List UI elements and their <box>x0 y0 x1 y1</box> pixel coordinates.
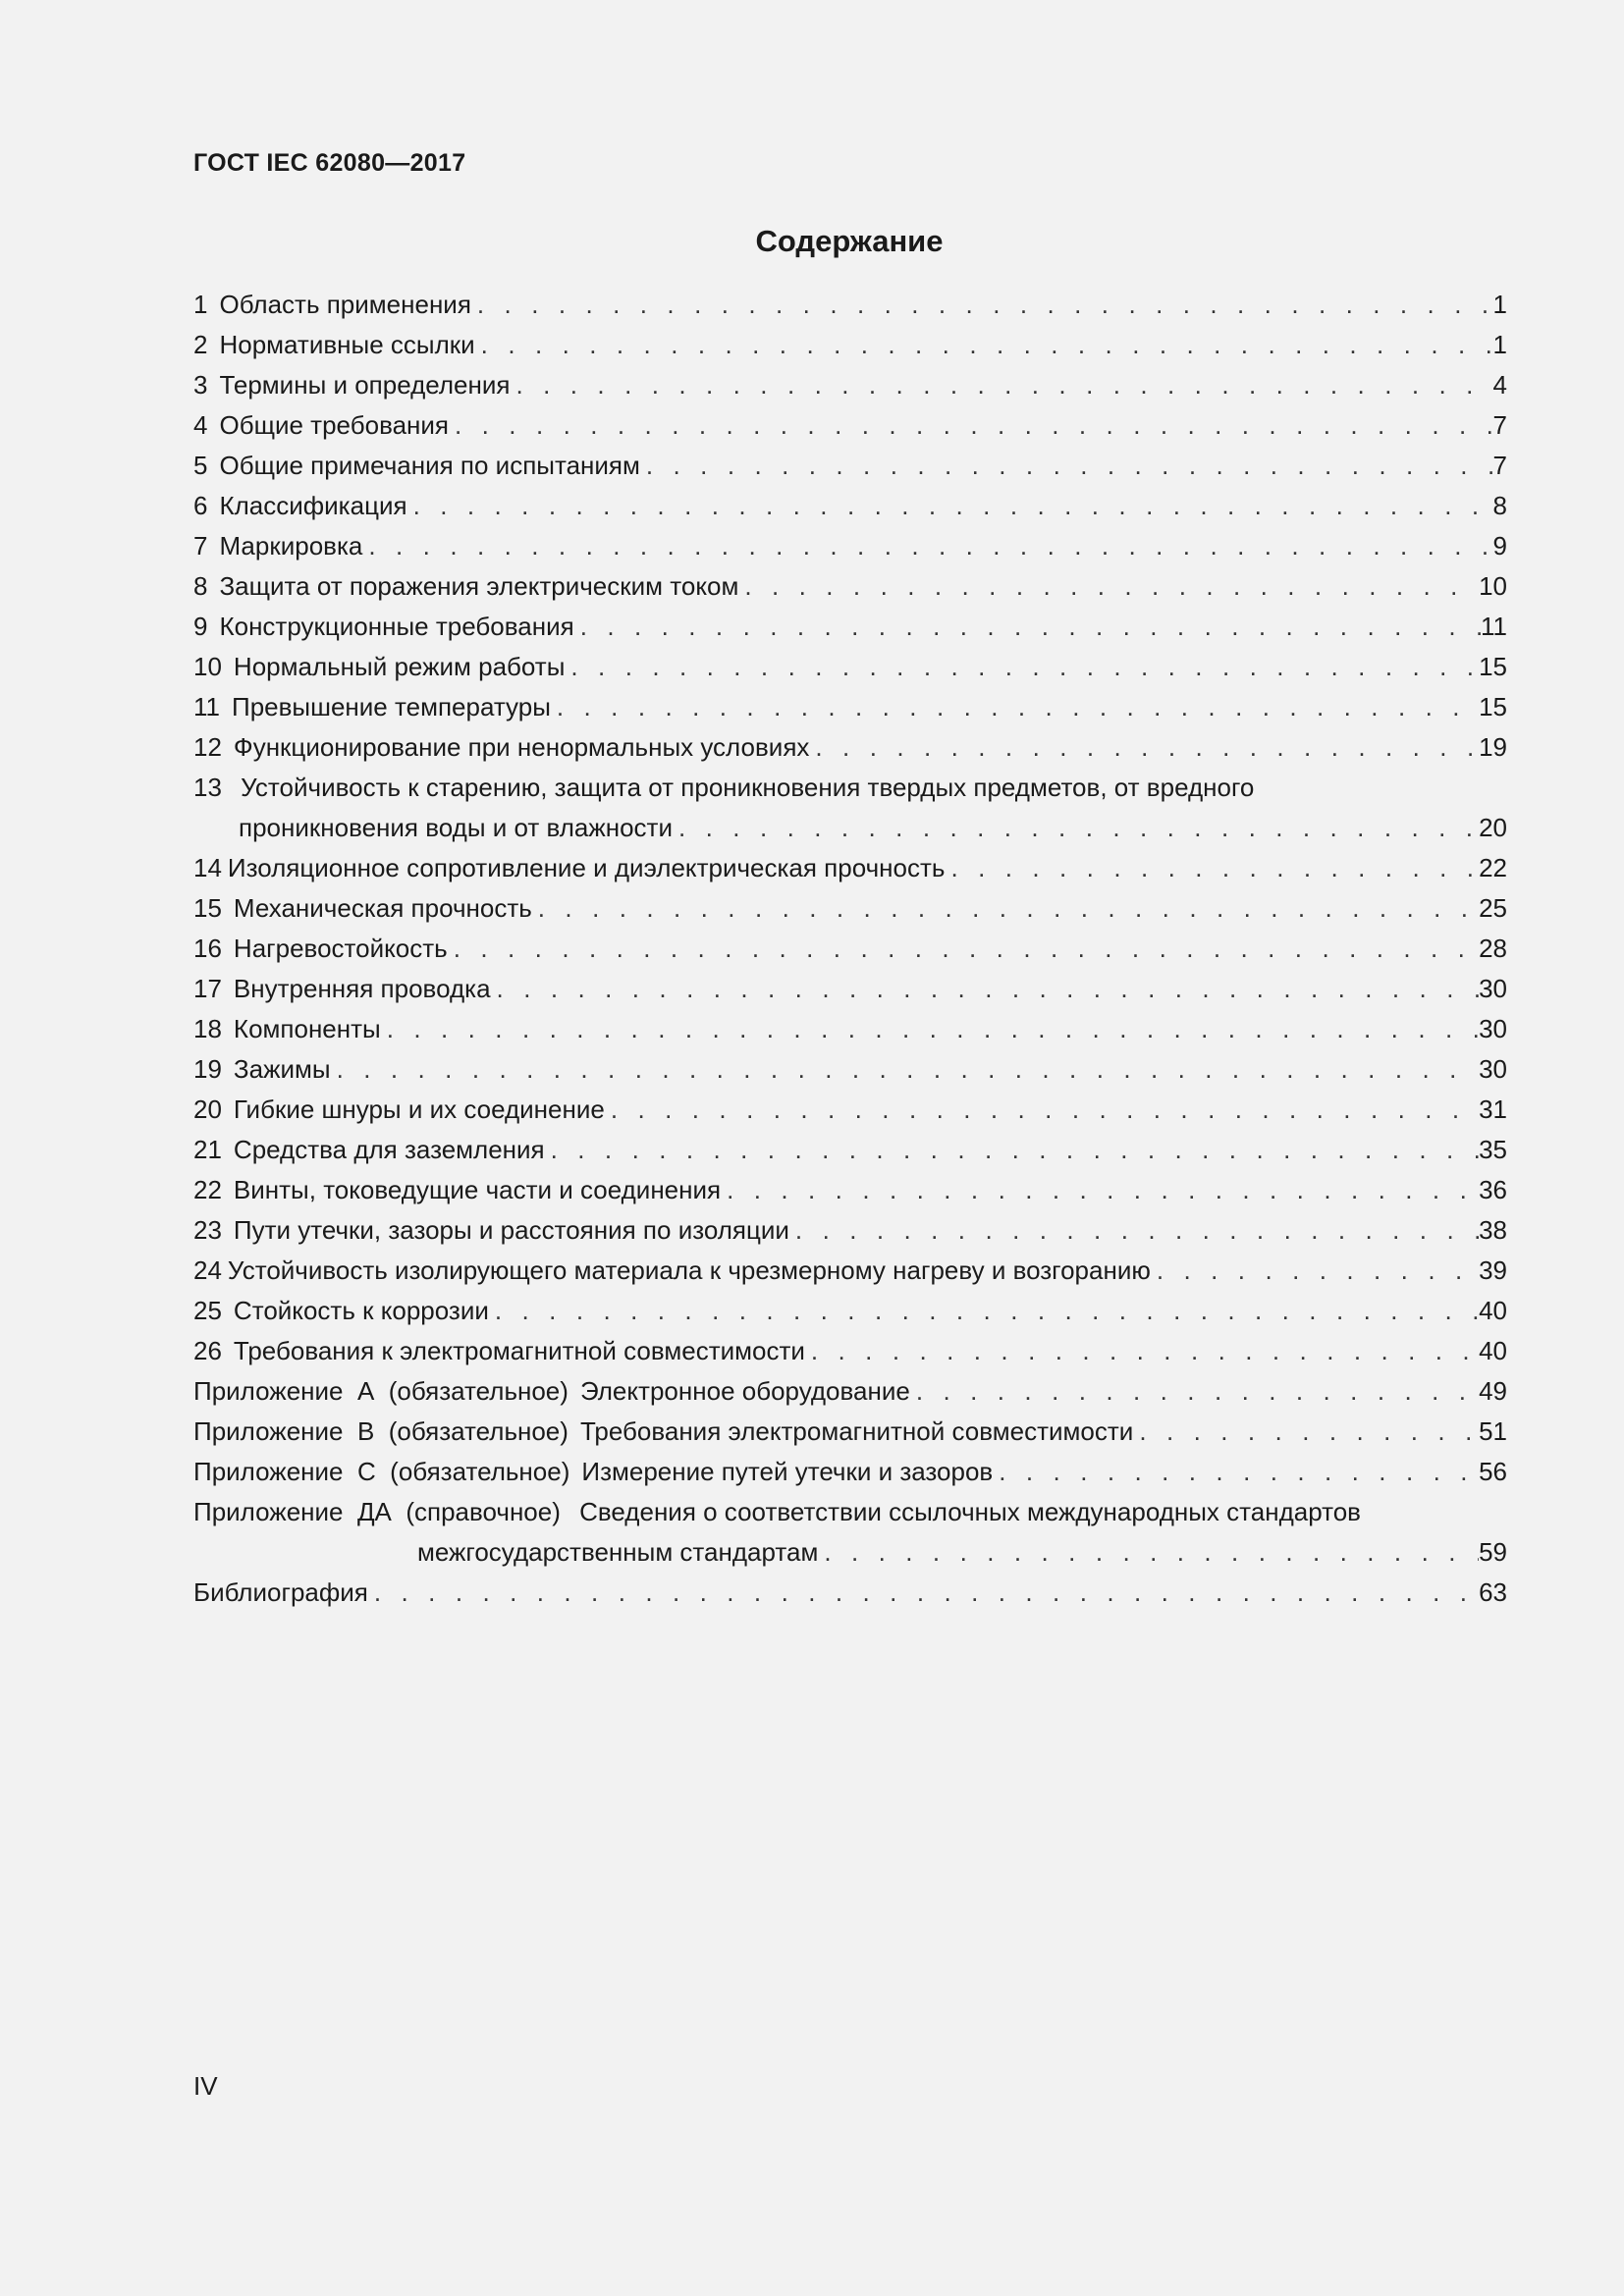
toc-entry[interactable] <box>193 526 1507 566</box>
toc-entry-page: 15 <box>1479 692 1507 721</box>
toc-entry-number: 5 <box>193 451 208 480</box>
dot-leader <box>574 607 1481 647</box>
toc-entry-page: 35 <box>1479 1135 1507 1164</box>
dot-leader <box>1151 1251 1479 1291</box>
toc-entry-label: Нормальный режим работы <box>233 652 566 681</box>
toc-entry-number: 23 <box>193 1215 222 1245</box>
toc-entry-label: Средства для заземления <box>233 1135 545 1164</box>
toc-entry-page: 8 <box>1492 491 1507 520</box>
dot-leader <box>489 1291 1479 1331</box>
toc-entry[interactable] <box>193 969 1507 1009</box>
toc-entry-page: 36 <box>1479 1175 1507 1204</box>
toc-entry-number: 8 <box>193 571 208 601</box>
toc-entry[interactable] <box>193 566 1507 607</box>
toc-entry-number: 20 <box>193 1095 222 1124</box>
toc-entry-number: 14 <box>193 853 222 882</box>
toc-entry-number: 4 <box>193 410 208 440</box>
toc-entry-number: 22 <box>193 1175 222 1204</box>
toc-entry-page: 1 <box>1492 330 1507 359</box>
toc-entry-label: Стойкость к коррозии <box>233 1296 489 1325</box>
toc-entry-label: Классификация <box>219 491 407 520</box>
toc-entry-label: Устойчивость к старению, защита от проникновения твердых предметов, от вредного <box>241 773 1255 802</box>
toc-entry-label: Винты, токоведущие части и соединения <box>233 1175 722 1204</box>
toc-entry-number: 6 <box>193 491 208 520</box>
dot-leader <box>532 888 1479 929</box>
document-code: ГОСТ IEC 62080—2017 <box>193 149 466 177</box>
toc-entry-page: 49 <box>1479 1376 1507 1406</box>
toc-entry-label: Механическая прочность <box>233 893 532 923</box>
dot-leader <box>407 486 1493 526</box>
toc-entry-number: 7 <box>193 531 208 561</box>
toc-appendix[interactable] <box>193 1412 1507 1452</box>
toc-entry-label: Пути утечки, зазоры и расстояния по изоляции <box>233 1215 789 1245</box>
toc-entry-page: 4 <box>1492 370 1507 400</box>
table-of-contents <box>193 285 1507 1613</box>
toc-entry[interactable] <box>193 1009 1507 1049</box>
dot-leader <box>721 1170 1479 1210</box>
toc-appendix[interactable] <box>193 1452 1507 1492</box>
toc-entry-label: Компоненты <box>233 1014 381 1043</box>
toc-entry[interactable] <box>193 1251 1507 1291</box>
toc-entry-page: 38 <box>1479 1215 1507 1245</box>
toc-entry-page: 63 <box>1479 1577 1507 1607</box>
toc-entry-page: 1 <box>1492 290 1507 319</box>
appendix-label: Требования электромагнитной совместимости <box>579 1416 1134 1446</box>
toc-entry-page: 40 <box>1479 1296 1507 1325</box>
toc-entry-number: 18 <box>193 1014 222 1043</box>
toc-entry[interactable] <box>193 929 1507 969</box>
toc-entry-page: 30 <box>1479 1014 1507 1043</box>
toc-entry-page: 56 <box>1479 1457 1507 1486</box>
toc-entry-label: Устойчивость изолирующего материала к чрезмерному нагреву и возгоранию <box>227 1255 1151 1285</box>
toc-entry-label: Гибкие шнуры и их соединение <box>233 1095 605 1124</box>
toc-entry-number: 9 <box>193 612 208 641</box>
toc-entry-label: Маркировка <box>219 531 363 561</box>
toc-entry[interactable] <box>193 768 1507 848</box>
dot-leader <box>471 285 1493 325</box>
toc-entry-page: 59 <box>1479 1537 1507 1567</box>
dot-leader <box>448 929 1479 969</box>
dot-leader <box>809 727 1479 768</box>
toc-entry-number: 24 <box>193 1255 222 1285</box>
dot-leader <box>673 808 1479 848</box>
toc-entry-page: 9 <box>1492 531 1507 561</box>
dot-leader <box>910 1371 1479 1412</box>
toc-entry[interactable] <box>193 888 1507 929</box>
toc-title: Содержание <box>755 224 944 258</box>
toc-appendix[interactable] <box>193 1492 1507 1573</box>
toc-entry[interactable] <box>193 405 1507 446</box>
toc-bibliography[interactable] <box>193 1573 1507 1613</box>
toc-entry-number: 13 <box>193 773 222 802</box>
dot-leader <box>993 1452 1479 1492</box>
toc-entry[interactable] <box>193 1049 1507 1090</box>
toc-entry[interactable] <box>193 687 1507 727</box>
toc-entry-page: 31 <box>1479 1095 1507 1124</box>
toc-entry-page: 25 <box>1479 893 1507 923</box>
dot-leader <box>1133 1412 1479 1452</box>
toc-entry-page: 30 <box>1479 974 1507 1003</box>
toc-entry-number: 10 <box>193 652 222 681</box>
toc-entry-number: 19 <box>193 1054 222 1084</box>
toc-entry-page: 30 <box>1479 1054 1507 1084</box>
toc-entry-label-continuation: проникновения воды и от влажности <box>239 813 673 842</box>
dot-leader <box>738 566 1479 607</box>
toc-entry-page: 10 <box>1479 571 1507 601</box>
appendix-label: Сведения о соответствии ссылочных международных стандартов <box>579 1497 1361 1526</box>
toc-entry-label: Область применения <box>219 290 471 319</box>
toc-entry[interactable] <box>193 647 1507 687</box>
dot-leader <box>945 848 1479 888</box>
toc-entry[interactable] <box>193 1210 1507 1251</box>
toc-entry[interactable] <box>193 486 1507 526</box>
toc-entry-label: Защита от поражения электрическим током <box>219 571 739 601</box>
toc-entry-page: 28 <box>1479 934 1507 963</box>
toc-entry[interactable] <box>193 446 1507 486</box>
toc-entry-label: Функционирование при ненормальных условиях <box>233 732 810 762</box>
toc-entry-label: Требования к электромагнитной совместимости <box>233 1336 805 1365</box>
dot-leader <box>818 1532 1479 1573</box>
toc-entry-number: 11 <box>193 692 220 721</box>
toc-entry[interactable] <box>193 365 1507 405</box>
toc-entry-label: Конструкционные требования <box>219 612 574 641</box>
toc-entry-label: Общие требования <box>219 410 450 440</box>
toc-entry-number: 17 <box>193 974 222 1003</box>
toc-entry[interactable] <box>193 848 1507 888</box>
appendix-label-continuation: межгосударственным стандартам <box>417 1537 819 1567</box>
toc-entry-number: 3 <box>193 370 208 400</box>
toc-entry-label: Нагревостойкость <box>233 934 448 963</box>
dot-leader <box>640 446 1493 486</box>
toc-entry-label: Зажимы <box>233 1054 331 1084</box>
toc-entry-label: Термины и определения <box>219 370 511 400</box>
appendix-label: Электронное оборудование <box>579 1376 910 1406</box>
dot-leader <box>551 687 1479 727</box>
dot-leader <box>805 1331 1479 1371</box>
toc-entry[interactable] <box>193 607 1507 647</box>
toc-entry[interactable] <box>193 1090 1507 1130</box>
toc-entry-page: 40 <box>1479 1336 1507 1365</box>
dot-leader <box>789 1210 1479 1251</box>
toc-entry-number: 16 <box>193 934 222 963</box>
toc-entry[interactable] <box>193 1170 1507 1210</box>
dot-leader <box>545 1130 1479 1170</box>
toc-entry-label: Нормативные ссылки <box>219 330 475 359</box>
toc-entry-number: 25 <box>193 1296 222 1325</box>
toc-entry-number: 21 <box>193 1135 222 1164</box>
toc-entry-page: 7 <box>1492 410 1507 440</box>
toc-entry[interactable] <box>193 727 1507 768</box>
dot-leader <box>605 1090 1479 1130</box>
toc-entry-page: 11 <box>1481 612 1507 641</box>
toc-entry-number: 26 <box>193 1336 222 1365</box>
dot-leader <box>368 1573 1479 1613</box>
toc-entry-label: Изоляционное сопротивление и диэлектрическая прочность <box>227 853 946 882</box>
toc-entry-number: 2 <box>193 330 208 359</box>
toc-entry-page: 39 <box>1479 1255 1507 1285</box>
dot-leader <box>565 647 1479 687</box>
toc-entry-page: 15 <box>1479 652 1507 681</box>
dot-leader <box>381 1009 1479 1049</box>
appendix-heading: Приложение С (обязательное) <box>193 1457 570 1486</box>
appendix-heading: Приложение ДА (справочное) <box>193 1497 561 1526</box>
toc-entry-page: 20 <box>1479 813 1507 842</box>
toc-entry-label: Превышение температуры <box>232 692 551 721</box>
dot-leader <box>510 365 1492 405</box>
toc-appendix[interactable] <box>193 1371 1507 1412</box>
toc-entry[interactable] <box>193 325 1507 365</box>
toc-entry-number: 15 <box>193 893 222 923</box>
toc-entry[interactable] <box>193 1331 1507 1371</box>
dot-leader <box>491 969 1480 1009</box>
bibliography-label: Библиография <box>193 1577 368 1607</box>
toc-entry-page: 22 <box>1479 853 1507 882</box>
appendix-heading: Приложение В (обязательное) <box>193 1416 568 1446</box>
dot-leader <box>331 1049 1480 1090</box>
toc-entry[interactable] <box>193 1130 1507 1170</box>
toc-entry-page: 7 <box>1492 451 1507 480</box>
dot-leader <box>475 325 1493 365</box>
toc-entry-page: 51 <box>1479 1416 1507 1446</box>
toc-entry[interactable] <box>193 1291 1507 1331</box>
page-number: IV <box>193 2071 218 2101</box>
dot-leader <box>362 526 1492 566</box>
toc-entry-number: 12 <box>193 732 222 762</box>
toc-entry-label: Общие примечания по испытаниям <box>219 451 640 480</box>
toc-entry-label: Внутренняя проводка <box>233 974 491 1003</box>
toc-entry-page: 19 <box>1479 732 1507 762</box>
appendix-heading: Приложение А (обязательное) <box>193 1376 568 1406</box>
appendix-label: Измерение путей утечки и зазоров <box>581 1457 994 1486</box>
dot-leader <box>449 405 1493 446</box>
toc-entry[interactable] <box>193 285 1507 325</box>
toc-entry-number: 1 <box>193 290 208 319</box>
